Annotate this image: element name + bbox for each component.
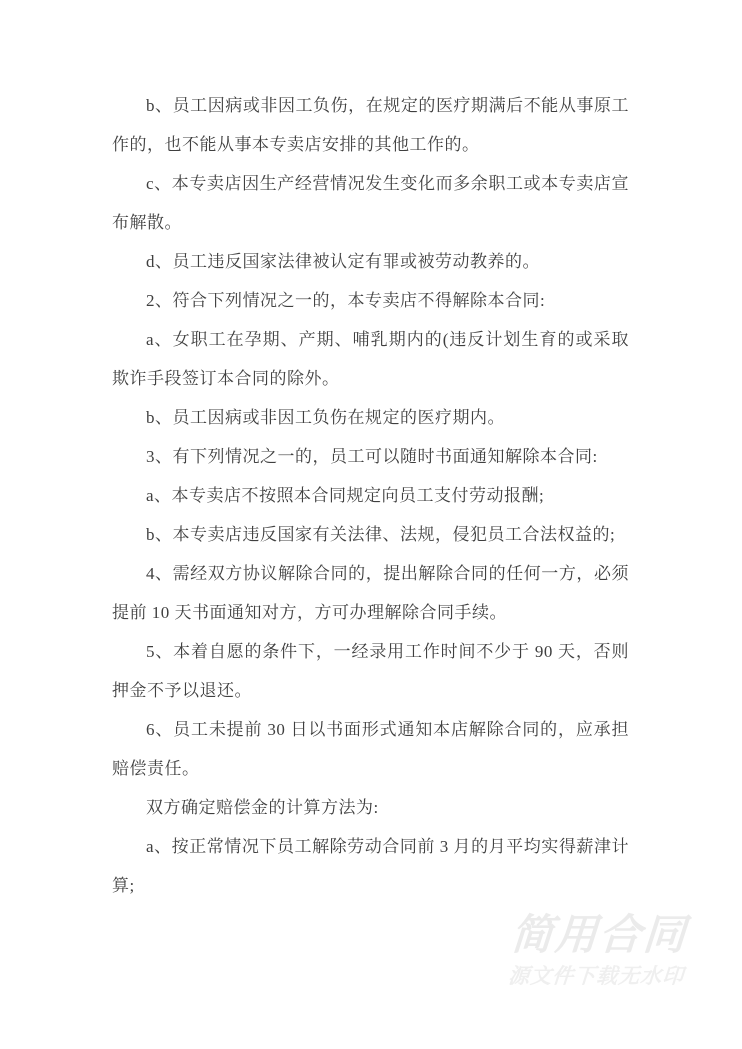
contract-paragraph: 6、员工未提前 30 日以书面形式通知本店解除合同的，应承担赔偿责任。 — [112, 720, 629, 778]
contract-paragraph: 5、本着自愿的条件下，一经录用工作时间不少于 90 天，否则押金不予以退还。 — [112, 642, 629, 700]
watermark-title: 简用合同 — [509, 911, 689, 958]
contract-paragraph: b、员工因病或非因工负伤在规定的医疗期内。 — [146, 408, 505, 427]
contract-paragraph: 4、需经双方协议解除合同的，提出解除合同的任何一方，必须提前 10 天书面通知对方，方可办理解除合同手续。 — [112, 564, 629, 622]
contract-paragraph: a、按正常情况下员工解除劳动合同前 3 月的月平均实得薪津计算; — [112, 837, 629, 895]
watermark — [507, 912, 688, 988]
contract-body — [112, 86, 629, 905]
contract-paragraph: 2、符合下列情况之一的，本专卖店不得解除本合同: — [146, 291, 546, 310]
contract-paragraph: b、员工因病或非因工负伤，在规定的医疗期满后不能从事原工作的，也不能从事本专卖店安排的其他工作的。 — [112, 96, 629, 154]
contract-paragraph: a、女职工在孕期、产期、哺乳期内的(违反计划生育的或采取欺诈手段签订本合同的除外。 — [112, 330, 629, 388]
contract-paragraph: 双方确定赔偿金的计算方法为: — [146, 798, 379, 817]
contract-paragraph: a、本专卖店不按照本合同规定向员工支付劳动报酬; — [146, 486, 545, 505]
contract-paragraph: 3、有下列情况之一的，员工可以随时书面通知解除本合同: — [146, 447, 598, 466]
contract-paragraph: b、本专卖店违反国家有关法律、法规，侵犯员工合法权益的; — [146, 525, 616, 544]
contract-paragraph: d、员工违反国家法律被认定有罪或被劳动教养的。 — [146, 252, 540, 271]
contract-paragraph: c、本专卖店因生产经营情况发生变化而多余职工或本专卖店宣布解散。 — [112, 174, 629, 232]
watermark-subtitle: 源文件下载无水印 — [507, 965, 685, 988]
